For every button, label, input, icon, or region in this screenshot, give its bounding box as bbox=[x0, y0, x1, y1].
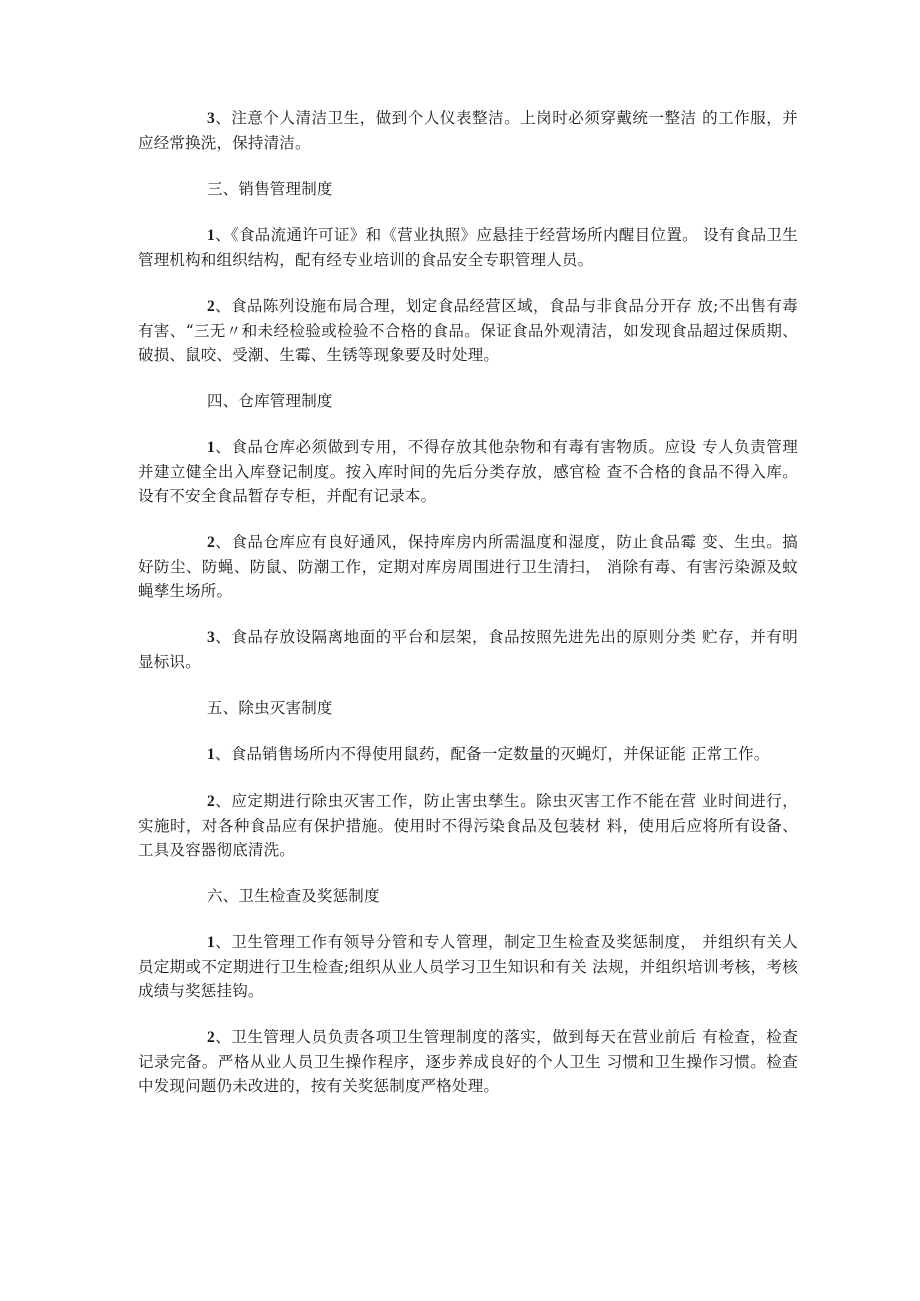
paragraph-sales-item-2 bbox=[138, 294, 798, 367]
item-text: 、食品陈列设施布局合理，划定食品经营区域，食品与非食品分开存 放;不出售有毒有害、“三无〃和未经检验或检验不合格的食品。保证食品外观清洁，如发现食品超过保质期、破损、鼠咬、受潮、生霉、生锈等现象要及时处理。 bbox=[138, 297, 798, 364]
item-number: 3 bbox=[207, 629, 215, 646]
section-heading-pest-control: 五、除虫灭害制度 bbox=[207, 699, 333, 717]
paragraph-pest-item-1 bbox=[138, 742, 798, 767]
paragraph-inspection-item-1 bbox=[138, 930, 798, 1003]
item-text: 、食品销售场所内不得使用鼠药，配备一定数量的灭蝇灯，并保证能 正常工作。 bbox=[214, 745, 770, 763]
item-number: 2 bbox=[207, 793, 215, 810]
item-text: 、食品仓库应有良好通风，保持库房内所需温度和湿度，防止食品霉 变、生虫。搞好防尘、防蝇、防鼠、防潮工作，定期对库房周围进行卫生清扫， 消除有毒、有害污染源及蚊蝇孳生场所。 bbox=[138, 533, 798, 600]
section-heading-sales: 三、销售管理制度 bbox=[207, 180, 333, 198]
item-text: 、食品仓库必须做到专用，不得存放其他杂物和有毒有害物质。应设 专人负责管理并建立健全出入库登记制度。按入库时间的先后分类存放，感官检 查不合格的食品不得入库。设有不安全食品暂存专柜，并配有记录本。 bbox=[138, 438, 798, 505]
paragraph-hygiene-item-3 bbox=[138, 106, 798, 155]
item-text: 、卫生管理人员负责各项卫生管理制度的落实，做到每天在营业前后 有检查，检查记录完备。严格从业人员卫生操作程序，逐步养成良好的个人卫生 习惯和卫生操作习惯。检查中发现问题仍未改进的，按有关奖惩制度严格处理。 bbox=[138, 1028, 798, 1095]
item-number: 3 bbox=[207, 110, 215, 127]
item-text: 、卫生管理工作有领导分管和专人管理，制定卫生检查及奖惩制度， 并组织有关人员定期或不定期进行卫生检查;组织从业人员学习卫生知识和有关 法规，并组织培训考核，考核成绩与奖惩挂钩。 bbox=[138, 933, 798, 1000]
paragraph-warehouse-item-3 bbox=[138, 625, 798, 674]
paragraph-warehouse-item-1 bbox=[138, 435, 798, 508]
item-number: 1 bbox=[207, 439, 215, 456]
item-text: 、注意个人清洁卫生，做到个人仪表整洁。上岗时必须穿戴统一整洁 的工作服，并应经常换洗，保持清洁。 bbox=[138, 109, 798, 152]
paragraph-sales-item-1 bbox=[138, 223, 798, 272]
item-text: 、食品存放设隔离地面的平台和层架，食品按照先进先出的原则分类 贮存，并有明显标识。 bbox=[138, 628, 798, 671]
item-text: 、应定期进行除虫灭害工作，防止害虫孳生。除虫灭害工作不能在营 业时间进行，实施时，对各种食品应有保护措施。使用时不得污染食品及包装材 料，使用后应将所有设备、工具及容器彻底清洗。 bbox=[138, 792, 798, 859]
item-number: 2 bbox=[207, 534, 215, 551]
item-number: 1 bbox=[207, 934, 215, 951]
document-body bbox=[138, 106, 798, 1120]
item-number: 1 bbox=[207, 746, 215, 763]
item-number: 2 bbox=[207, 298, 215, 315]
item-number: 1 bbox=[207, 227, 215, 244]
item-text: 、《食品流通许可证》和《营业执照》应悬挂于经营场所内醒目位置。 设有食品卫生管理机构和组织结构，配有经专业培训的食品安全专职管理人员。 bbox=[138, 226, 798, 269]
item-number: 2 bbox=[207, 1029, 215, 1046]
section-heading-warehouse: 四、仓库管理制度 bbox=[207, 392, 333, 410]
paragraph-warehouse-item-2 bbox=[138, 530, 798, 603]
paragraph-pest-item-2 bbox=[138, 789, 798, 862]
section-heading-inspection: 六、卫生检查及奖惩制度 bbox=[207, 887, 380, 905]
paragraph-inspection-item-2 bbox=[138, 1025, 798, 1098]
